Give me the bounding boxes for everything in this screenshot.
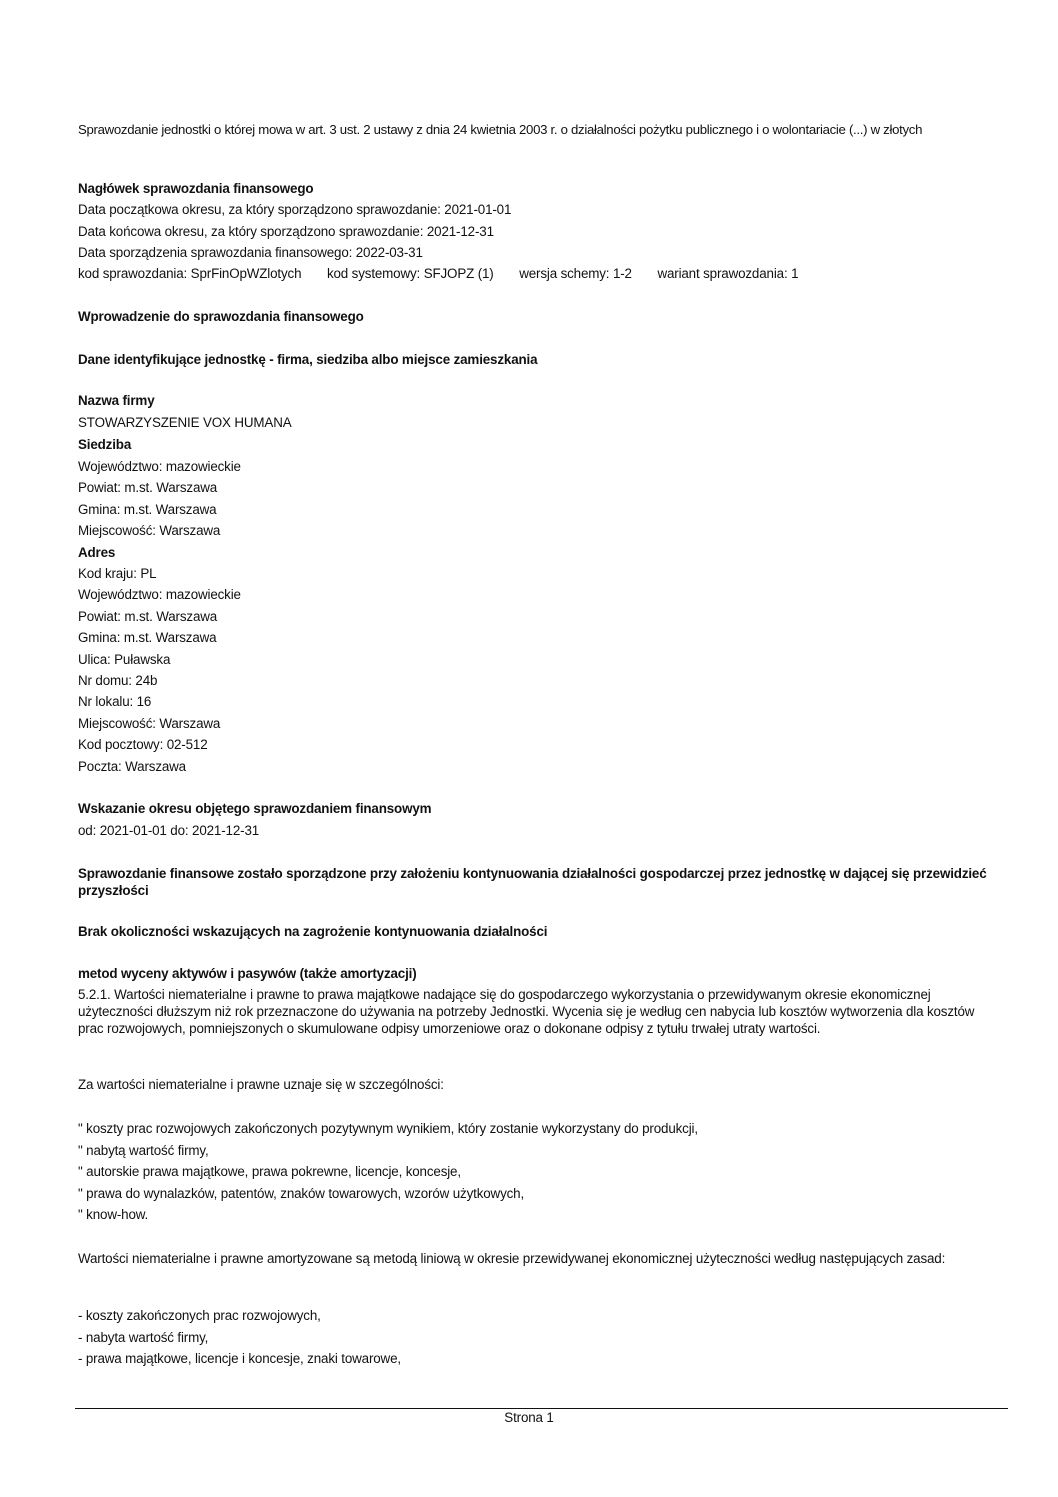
seat-label: Siedziba (78, 437, 132, 452)
report-codes (78, 266, 820, 282)
seat-locality: Miejscowość: Warszawa (78, 523, 221, 538)
end-date: Data końcowa okresu, za który sporządzono sprawozdanie: 2021-12-31 (78, 224, 494, 239)
valuation-paragraph: 5.2.1. Wartości niematerialne i prawne to prawa majątkowe nadające się do gospodarczego wykorzystania o przewidywanym okresie ekonomicznej użyteczności dłuższym niż rok przeznaczone do używania na potrzeby Jednostki. Wycenia się je według cen nabycia lub kosztów wytworzenia dla kosztów prac rozwojowych, pomniejszonych o skumulowane odpisy umorzeniowe oraz o dokonane odpisy z tytułu trwałej utraty wartości. (78, 987, 975, 1036)
system-code: kod systemowy: SFJOPZ (1) (326, 266, 494, 281)
header-heading: Nagłówek sprawozdania finansowego (78, 181, 314, 196)
valuation-heading: metod wyceny aktywów i pasywów (także amortyzacji) (78, 966, 417, 981)
footer-divider (75, 1408, 1008, 1409)
company-name-label: Nazwa firmy (78, 393, 155, 408)
seat-voivodeship: Województwo: mazowieckie (78, 459, 241, 474)
address-commune: Gmina: m.st. Warszawa (78, 630, 217, 645)
address-voivodeship: Województwo: mazowieckie (78, 587, 241, 602)
continuity-heading: Sprawozdanie finansowe zostało sporządzone przy założeniu kontynuowania działalności gospodarczej przez jednostkę w dającej się przewidzieć przyszłości (78, 866, 987, 898)
amortization-intro: Wartości niematerialne i prawne amortyzowane są metodą liniową w okresie przewidywanej ekonomicznej użyteczności według następujących zasad: (78, 1251, 946, 1266)
start-date: Data początkowa okresu, za który sporządzono sprawozdanie: 2021-01-01 (78, 202, 512, 217)
address-unit-number: Nr lokalu: 16 (78, 694, 152, 709)
list-item: - koszty zakończonych prac rozwojowych, (78, 1308, 321, 1323)
list-item: " koszty prac rozwojowych zakończonych pozytywnym wynikiem, który zostanie wykorzystany do produkcji, (78, 1121, 698, 1136)
page-number: Strona 1 (504, 1410, 554, 1425)
report-variant: wariant sprawozdania: 1 (657, 266, 799, 281)
report-code: kod sprawozdania: SprFinOpWZlotych (78, 266, 302, 281)
document-title-line: Sprawozdanie jednostki o której mowa w art. 3 ust. 2 ustawy z dnia 24 kwietnia 2003 r. o działalności pożytku publicznego i o wolontariacie (...) w złotych (78, 122, 923, 137)
address-label: Adres (78, 545, 116, 560)
prep-date: Data sporządzenia sprawozdania finansowego: 2022-03-31 (78, 245, 423, 260)
address-county: Powiat: m.st. Warszawa (78, 609, 218, 624)
address-house-number: Nr domu: 24b (78, 673, 158, 688)
list-item: " nabytą wartość firmy, (78, 1143, 209, 1158)
address-post-office: Poczta: Warszawa (78, 759, 186, 774)
list-item: " prawa do wynalazków, patentów, znaków towarowych, wzorów użytkowych, (78, 1186, 525, 1201)
address-street: Ulica: Puławska (78, 652, 171, 667)
company-name-value: STOWARZYSZENIE VOX HUMANA (78, 415, 292, 430)
seat-commune: Gmina: m.st. Warszawa (78, 502, 217, 517)
no-threat-heading: Brak okoliczności wskazujących na zagrożenie kontynuowania działalności (78, 924, 548, 939)
seat-county: Powiat: m.st. Warszawa (78, 480, 218, 495)
intro-heading: Wprowadzenie do sprawozdania finansowego (78, 309, 364, 324)
address-postal-code: Kod pocztowy: 02-512 (78, 737, 208, 752)
list-item: - prawa majątkowe, licencje i koncesje, znaki towarowe, (78, 1351, 401, 1366)
address-country-code: Kod kraju: PL (78, 566, 157, 581)
period-value: od: 2021-01-01 do: 2021-12-31 (78, 823, 260, 838)
schema-version: wersja schemy: 1-2 (519, 266, 632, 281)
identity-heading: Dane identyfikujące jednostkę - firma, siedziba albo miejsce zamieszkania (78, 352, 538, 367)
period-heading: Wskazanie okresu objętego sprawozdaniem finansowym (78, 801, 432, 816)
list-item: " know-how. (78, 1207, 149, 1222)
list-item: - nabyta wartość firmy, (78, 1330, 209, 1345)
list-item: " autorskie prawa majątkowe, prawa pokrewne, licencje, koncesje, (78, 1164, 461, 1179)
intangibles-intro: Za wartości niematerialne i prawne uznaje się w szczególności: (78, 1077, 444, 1092)
address-locality: Miejscowość: Warszawa (78, 716, 221, 731)
